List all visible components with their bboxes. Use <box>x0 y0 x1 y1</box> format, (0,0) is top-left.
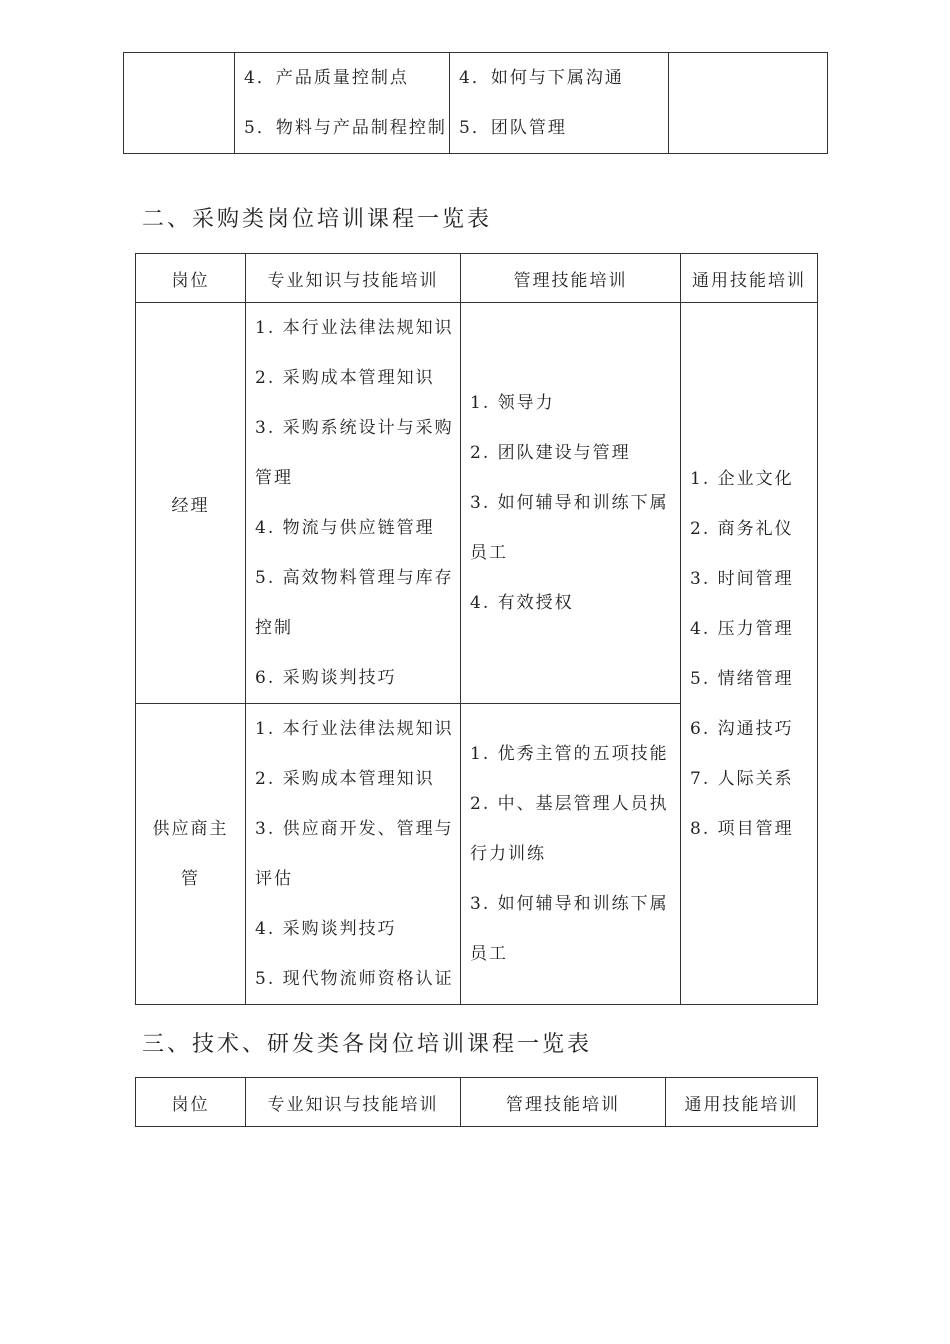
course-item: 6. 采购谈判技巧 <box>255 668 397 688</box>
course-item: 4. 有效授权 <box>470 593 574 613</box>
course-item: 3. 供应商开发、管理与 <box>255 819 454 839</box>
course-item: 3. 时间管理 <box>690 568 794 589</box>
course-item: 4. 采购谈判技巧 <box>255 919 397 939</box>
course-item: 1. 本行业法律法规知识 <box>255 318 454 338</box>
course-item: 3. 如何辅导和训练下属 <box>470 894 669 914</box>
position-line: 供应商主 <box>152 819 229 839</box>
header-management: 管理技能培训 <box>461 1078 666 1127</box>
course-item: 8. 项目管理 <box>690 818 794 839</box>
continuation-table <box>123 52 828 154</box>
general-skills-cell <box>681 303 818 1005</box>
course-item: 1. 本行业法律法规知识 <box>255 719 454 739</box>
course-item: 行力训练 <box>470 844 546 864</box>
course-item: 1. 企业文化 <box>690 468 794 489</box>
table-header-row <box>136 1078 818 1127</box>
course-item: 员工 <box>470 944 508 964</box>
manager-management-cell <box>461 303 681 704</box>
course-item: 2. 采购成本管理知识 <box>255 769 435 789</box>
header-general: 通用技能培训 <box>666 1078 818 1127</box>
header-professional: 专业知识与技能培训 <box>246 254 461 303</box>
section2-title: 二、采购类岗位培训课程一览表 <box>142 207 493 232</box>
course-item: 评估 <box>255 869 293 889</box>
header-position: 岗位 <box>136 254 246 303</box>
section3-title: 三、技术、研发类各岗位培训课程一览表 <box>142 1032 593 1057</box>
course-item: 控制 <box>255 618 293 638</box>
header-management: 管理技能培训 <box>461 254 681 303</box>
professional-cell <box>235 53 450 154</box>
position-manager: 经理 <box>136 303 246 704</box>
course-item: 7. 人际关系 <box>690 768 794 789</box>
course-item: 3. 采购系统设计与采购 <box>255 418 454 438</box>
supplier-professional-cell <box>246 704 461 1005</box>
manager-professional-cell <box>246 303 461 704</box>
course-item: 2. 商务礼仪 <box>690 518 794 539</box>
course-item: 5. 高效物料管理与库存 <box>255 568 454 588</box>
procurement-table <box>135 253 818 1005</box>
course-item: 1. 优秀主管的五项技能 <box>470 744 669 764</box>
course-item: 4. 物流与供应链管理 <box>255 518 435 538</box>
supplier-management-cell <box>461 704 681 1005</box>
header-general: 通用技能培训 <box>681 254 818 303</box>
header-position: 岗位 <box>136 1078 246 1127</box>
course-item: 4．如何与下属沟通 <box>459 68 624 88</box>
table-header-row <box>136 254 818 303</box>
course-item: 3. 如何辅导和训练下属 <box>470 493 669 513</box>
course-item: 管理 <box>255 468 293 488</box>
course-item: 6. 沟通技巧 <box>690 718 794 739</box>
header-professional: 专业知识与技能培训 <box>246 1078 461 1127</box>
management-cell <box>450 53 669 154</box>
course-item: 1. 领导力 <box>470 393 555 413</box>
course-item: 5．团队管理 <box>459 118 567 138</box>
course-item: 4．产品质量控制点 <box>244 68 409 88</box>
course-item: 5．物料与产品制程控制 <box>244 118 447 138</box>
general-cell <box>669 53 828 154</box>
course-item: 4. 压力管理 <box>690 618 794 639</box>
tech-rd-table <box>135 1077 818 1127</box>
course-item: 2. 团队建设与管理 <box>470 443 631 463</box>
course-item: 2. 中、基层管理人员执 <box>470 794 669 814</box>
empty-position-cell <box>124 53 235 154</box>
course-item: 5. 情绪管理 <box>690 668 794 689</box>
position-line: 管 <box>181 869 200 889</box>
course-item: 员工 <box>470 543 508 563</box>
course-item: 2. 采购成本管理知识 <box>255 368 435 388</box>
course-item: 5. 现代物流师资格认证 <box>255 969 454 989</box>
position-supplier <box>136 704 246 1005</box>
table-row-manager <box>136 303 818 704</box>
